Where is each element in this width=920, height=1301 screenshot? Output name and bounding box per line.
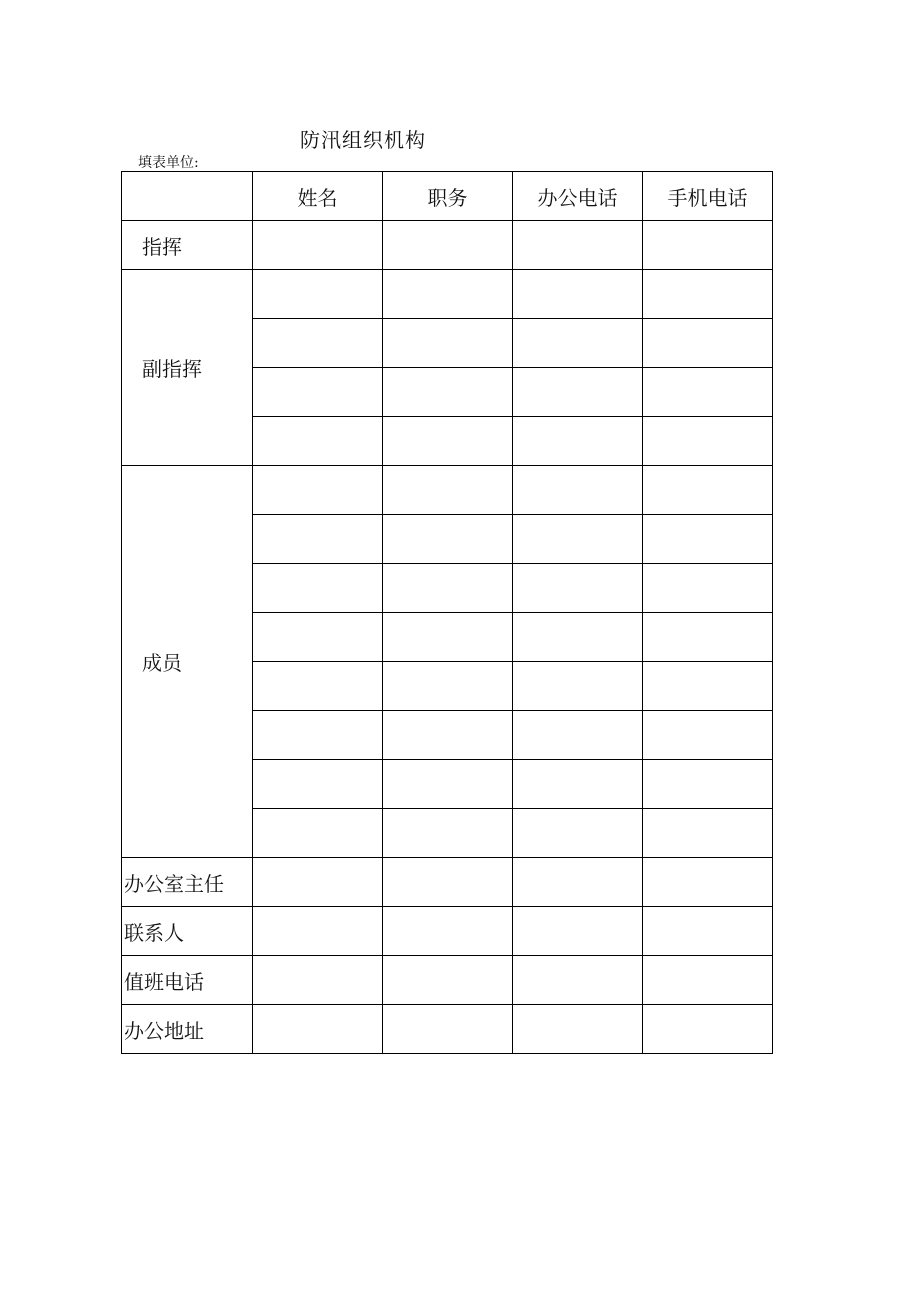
position-cell[interactable] xyxy=(383,417,513,466)
office-phone-cell[interactable] xyxy=(513,515,643,564)
position-cell[interactable] xyxy=(383,760,513,809)
table-row xyxy=(122,270,773,319)
mobile-phone-cell[interactable] xyxy=(643,809,773,858)
mobile-phone-cell[interactable] xyxy=(643,956,773,1005)
header-empty-cell xyxy=(122,172,253,221)
office-phone-cell[interactable] xyxy=(513,760,643,809)
mobile-phone-cell[interactable] xyxy=(643,907,773,956)
name-cell[interactable] xyxy=(253,907,383,956)
office-phone-cell[interactable] xyxy=(513,613,643,662)
mobile-phone-cell[interactable] xyxy=(643,515,773,564)
organization-table xyxy=(121,171,773,1054)
office-phone-cell[interactable] xyxy=(513,1005,643,1054)
table-row xyxy=(122,907,773,956)
mobile-phone-cell[interactable] xyxy=(643,319,773,368)
office-phone-cell[interactable] xyxy=(513,368,643,417)
table-row xyxy=(122,956,773,1005)
table-row xyxy=(122,858,773,907)
name-cell[interactable] xyxy=(253,319,383,368)
name-cell[interactable] xyxy=(253,760,383,809)
name-cell[interactable] xyxy=(253,613,383,662)
position-cell[interactable] xyxy=(383,515,513,564)
row-label-duty-phone: 值班电话 xyxy=(122,956,253,1005)
name-cell[interactable] xyxy=(253,858,383,907)
row-label-members: 成员 xyxy=(122,466,253,858)
row-label-contact: 联系人 xyxy=(122,907,253,956)
mobile-phone-cell[interactable] xyxy=(643,466,773,515)
row-label-office-address: 办公地址 xyxy=(122,1005,253,1054)
header-position: 职务 xyxy=(383,172,513,221)
mobile-phone-cell[interactable] xyxy=(643,417,773,466)
position-cell[interactable] xyxy=(383,564,513,613)
mobile-phone-cell[interactable] xyxy=(643,613,773,662)
table-row xyxy=(122,1005,773,1054)
name-cell[interactable] xyxy=(253,221,383,270)
position-cell[interactable] xyxy=(383,711,513,760)
name-cell[interactable] xyxy=(253,466,383,515)
office-phone-cell[interactable] xyxy=(513,270,643,319)
position-cell[interactable] xyxy=(383,613,513,662)
name-cell[interactable] xyxy=(253,564,383,613)
name-cell[interactable] xyxy=(253,417,383,466)
name-cell[interactable] xyxy=(253,270,383,319)
position-cell[interactable] xyxy=(383,809,513,858)
header-office-phone: 办公电话 xyxy=(513,172,643,221)
office-phone-cell[interactable] xyxy=(513,858,643,907)
name-cell[interactable] xyxy=(253,1005,383,1054)
position-cell[interactable] xyxy=(383,1005,513,1054)
mobile-phone-cell[interactable] xyxy=(643,760,773,809)
header-row xyxy=(122,172,773,221)
position-cell[interactable] xyxy=(383,270,513,319)
mobile-phone-cell[interactable] xyxy=(643,662,773,711)
office-phone-cell[interactable] xyxy=(513,564,643,613)
office-phone-cell[interactable] xyxy=(513,809,643,858)
office-phone-cell[interactable] xyxy=(513,319,643,368)
position-cell[interactable] xyxy=(383,956,513,1005)
position-cell[interactable] xyxy=(383,319,513,368)
name-cell[interactable] xyxy=(253,809,383,858)
office-phone-cell[interactable] xyxy=(513,956,643,1005)
name-cell[interactable] xyxy=(253,368,383,417)
mobile-phone-cell[interactable] xyxy=(643,564,773,613)
name-cell[interactable] xyxy=(253,711,383,760)
mobile-phone-cell[interactable] xyxy=(643,858,773,907)
office-phone-cell[interactable] xyxy=(513,711,643,760)
position-cell[interactable] xyxy=(383,368,513,417)
name-cell[interactable] xyxy=(253,662,383,711)
office-phone-cell[interactable] xyxy=(513,466,643,515)
name-cell[interactable] xyxy=(253,956,383,1005)
mobile-phone-cell[interactable] xyxy=(643,711,773,760)
position-cell[interactable] xyxy=(383,907,513,956)
header-mobile-phone: 手机电话 xyxy=(643,172,773,221)
document-title: 防汛组织机构 xyxy=(300,128,426,152)
position-cell[interactable] xyxy=(383,466,513,515)
table-row xyxy=(122,221,773,270)
position-cell[interactable] xyxy=(383,662,513,711)
row-label-office-director: 办公室主任 xyxy=(122,858,253,907)
mobile-phone-cell[interactable] xyxy=(643,270,773,319)
office-phone-cell[interactable] xyxy=(513,662,643,711)
position-cell[interactable] xyxy=(383,858,513,907)
mobile-phone-cell[interactable] xyxy=(643,1005,773,1054)
mobile-phone-cell[interactable] xyxy=(643,368,773,417)
header-name: 姓名 xyxy=(253,172,383,221)
name-cell[interactable] xyxy=(253,515,383,564)
office-phone-cell[interactable] xyxy=(513,417,643,466)
table-row xyxy=(122,466,773,515)
position-cell[interactable] xyxy=(383,221,513,270)
office-phone-cell[interactable] xyxy=(513,907,643,956)
fill-unit-label: 填表单位: xyxy=(138,155,199,171)
office-phone-cell[interactable] xyxy=(513,221,643,270)
row-label-commander: 指挥 xyxy=(122,221,253,270)
mobile-phone-cell[interactable] xyxy=(643,221,773,270)
row-label-deputy: 副指挥 xyxy=(122,270,253,466)
